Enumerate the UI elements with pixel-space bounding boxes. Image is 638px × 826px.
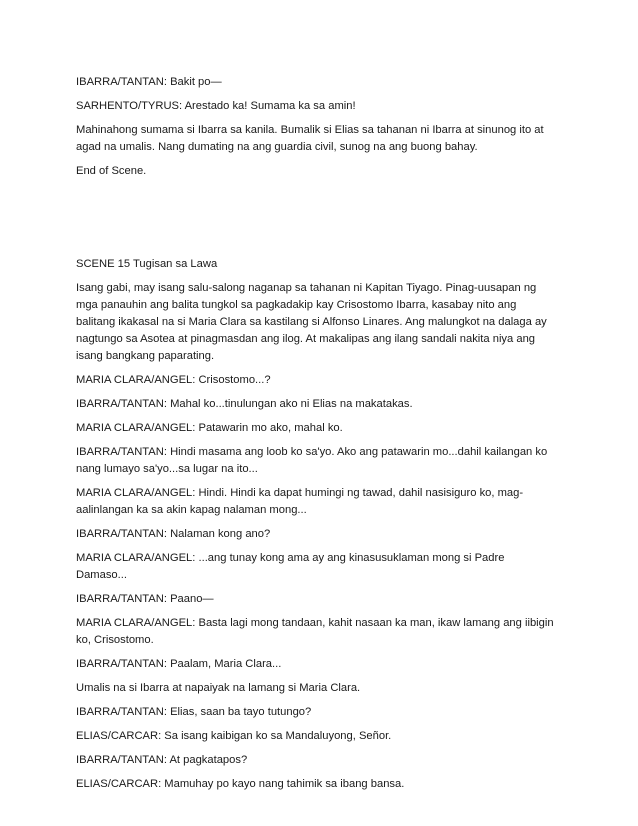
script-line: MARIA CLARA/ANGEL: ...ang tunay kong ama ay ang kinasusuklaman mong si Padre Damaso... [76,552,505,581]
narration-paragraph: Mahinahong sumama si Ibarra sa kanila. Bumalik si Elias sa tahanan ni Ibarra at sinunog ito at agad na umalis. Nang dumating na ang guardia civil, sunog na ang buong bahay. [76,124,544,153]
narration-paragraph: Isang gabi, may isang salu-salong naganap sa tahanan ni Kapitan Tiyago. Pinag-uusapan ng mga panauhin ang balita tungkol sa pagkadakip kay Crisostomo Ibarra, kasabay nito ang balitang ikakasal na si Maria Clara sa kastilang si Alfonso Linares. Ang malungkot na dalaga ay nagtungo sa Asotea at pinagmasdan ang ilog. At makalipas ang ilang sandali nakita niya ang isang bangkang paparating. [76,282,547,362]
script-line: IBARRA/TANTAN: Elias, saan ba tayo tutungo? [76,706,312,718]
script-line: MARIA CLARA/ANGEL: Basta lagi mong tandaan, kahit nasaan ka man, ikaw lamang ang iibigin ko, Crisostomo. [76,617,554,646]
script-line: IBARRA/TANTAN: At pagkatapos? [76,754,248,766]
script-line: IBARRA/TANTAN: Bakit po— [76,76,222,88]
section-gap [76,187,556,256]
end-of-scene: End of Scene. [76,165,147,177]
script-line: IBARRA/TANTAN: Mahal ko...tinulungan ako ni Elias na makatakas. [76,398,413,410]
scene-heading: SCENE 15 Tugisan sa Lawa [76,258,218,270]
script-line: MARIA CLARA/ANGEL: Crisostomo...? [76,374,271,386]
script-line: IBARRA/TANTAN: Paano— [76,593,214,605]
script-line: SARHENTO/TYRUS: Arestado ka! Sumama ka sa amin! [76,100,356,112]
document-page [76,74,556,800]
script-line: IBARRA/TANTAN: Nalaman kong ano? [76,528,271,540]
script-line: IBARRA/TANTAN: Paalam, Maria Clara... [76,658,282,670]
script-line: MARIA CLARA/ANGEL: Patawarin mo ako, mahal ko. [76,422,343,434]
script-line: MARIA CLARA/ANGEL: Hindi. Hindi ka dapat humingi ng tawad, dahil nasisiguro ko, mag-aalinlangan ka sa akin kapag nalaman mong... [76,487,524,516]
script-line: ELIAS/CARCAR: Mamuhay po kayo nang tahimik sa ibang bansa. [76,778,405,790]
script-line: ELIAS/CARCAR: Sa isang kaibigan ko sa Mandaluyong, Señor. [76,730,392,742]
narration-paragraph: Umalis na si Ibarra at napaiyak na lamang si Maria Clara. [76,682,361,694]
script-line: IBARRA/TANTAN: Hindi masama ang loob ko sa'yo. Ako ang patawarin mo...dahil kailangan ko nang lumayo sa'yo...sa lugar na ito... [76,446,548,475]
